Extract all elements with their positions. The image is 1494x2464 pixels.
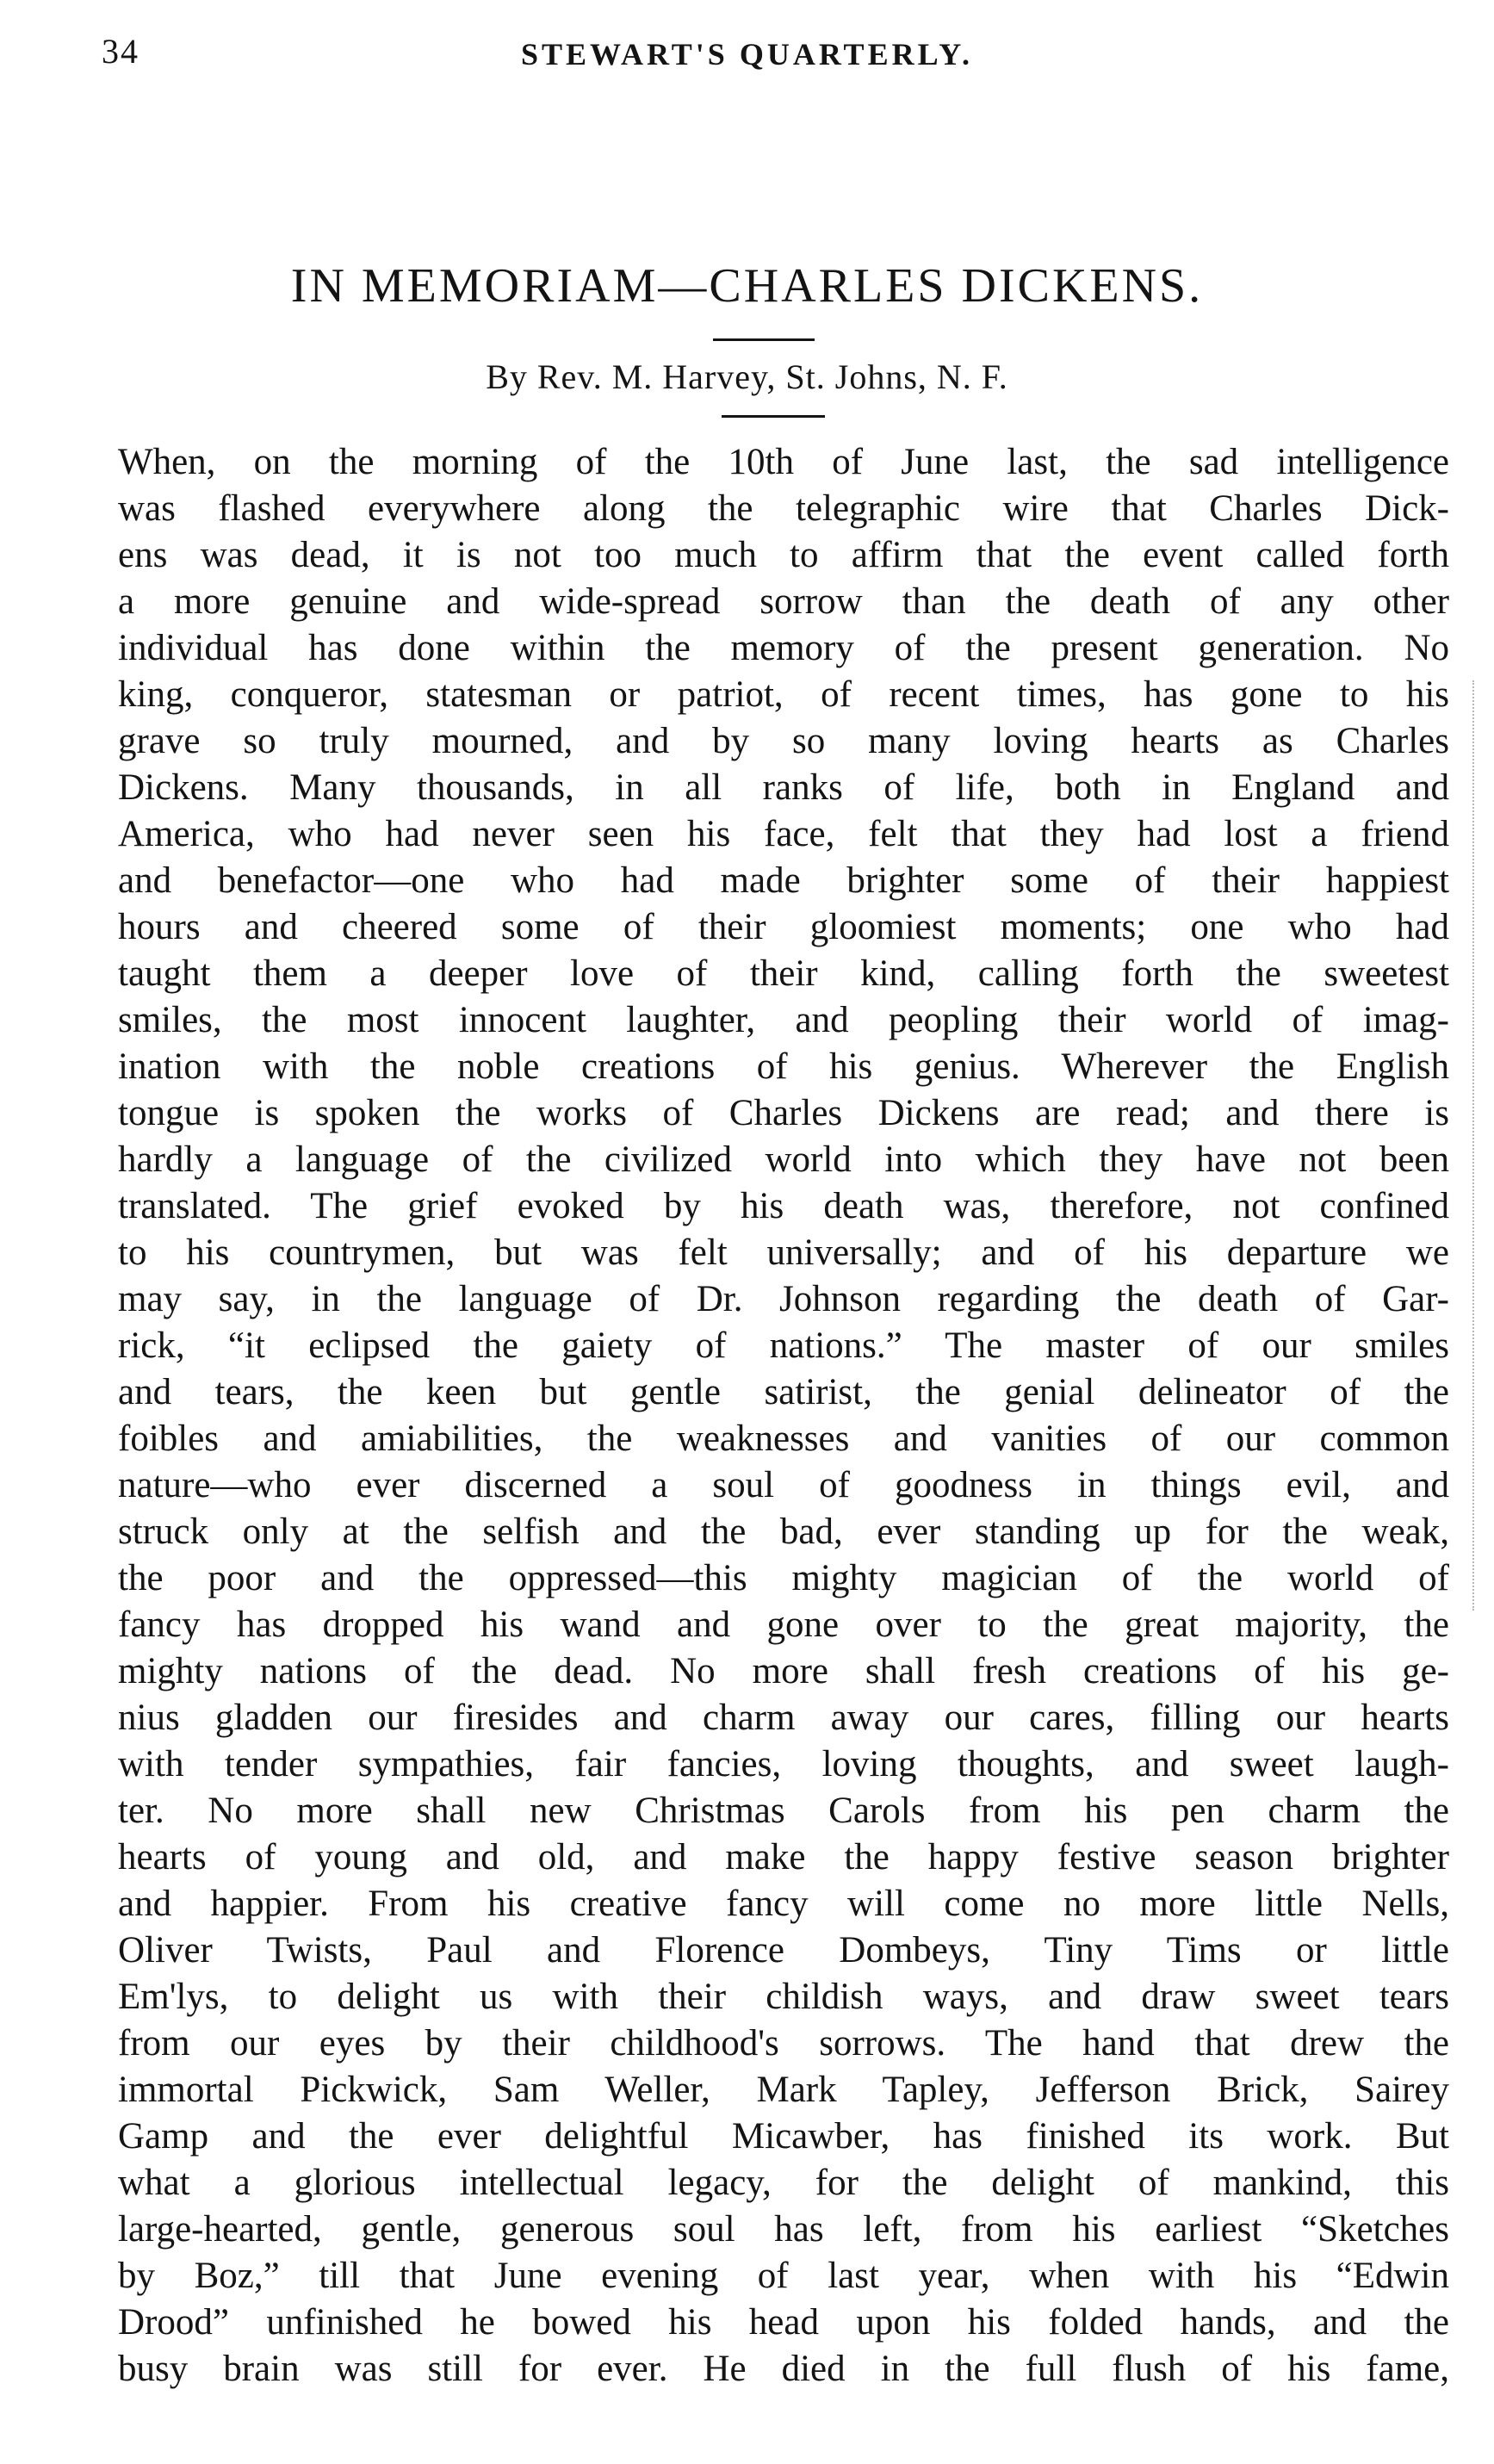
running-head: STEWART'S QUARTERLY. [521,37,973,71]
scan-edge-marks [1472,680,1478,1611]
body-line: what a glorious intellectual legacy, for the delight of mankind, this [118,2163,1449,2203]
body-line: hardly a language of the civilized world into which they have not been [118,1139,1449,1180]
body-line: ter. No more shall new Christmas Carols from his pen charm the [118,1791,1449,1831]
body-line: Em'lys, to delight us with their childish ways, and draw sweet tears [118,1977,1449,2017]
body-line: nius gladden our firesides and charm away our cares, filling our hearts [118,1697,1449,1738]
body-line: to his countrymen, but was felt universally; and of his departure we [118,1232,1449,1273]
body-line: rick, “it eclipsed the gaiety of nations.” The master of our smiles [118,1325,1449,1366]
body-line: may say, in the language of Dr. Johnson regarding the death of Gar- [118,1279,1449,1319]
body-line: a more genuine and wide-spread sorrow than the death of any other [118,581,1449,622]
body-line: was flashed everywhere along the telegraphic wire that Charles Dick- [118,488,1449,529]
body-line: busy brain was still for ever. He died in the full flush of his fame, [118,2349,1449,2389]
body-line: and tears, the keen but gentle satirist, the genial delineator of the [118,1372,1449,1412]
body-line: the poor and the oppressed—this mighty magician of the world of [118,1558,1449,1598]
body-line: by Boz,” till that June evening of last year, when with his “Edwin [118,2256,1449,2296]
body-line: grave so truly mourned, and by so many loving hearts as Charles [118,721,1449,761]
body-line: ination with the noble creations of his genius. Wherever the English [118,1046,1449,1087]
byline-rule [722,415,825,418]
body-line: hearts of young and old, and make the happy festive season brighter [118,1837,1449,1877]
body-line: nature—who ever discerned a soul of goodness in things evil, and [118,1465,1449,1505]
body-line: and happier. From his creative fancy will come no more little Nells, [118,1884,1449,1924]
byline: By Rev. M. Harvey, St. Johns, N. F. [486,357,1008,396]
article-title: IN MEMORIAM—CHARLES DICKENS. [290,259,1204,313]
body-line: Oliver Twists, Paul and Florence Dombeys, Tiny Tims or little [118,1930,1449,1971]
body-line: fancy has dropped his wand and gone over to the great majority, the [118,1604,1449,1645]
body-line: Gamp and the ever delightful Micawber, has finished its work. But [118,2116,1449,2157]
body-line: struck only at the selfish and the bad, ever standing up for the weak, [118,1511,1449,1552]
body-line: mighty nations of the dead. No more shall fresh creations of his ge- [118,1651,1449,1691]
body-line: and benefactor—one who had made brighter some of their happiest [118,860,1449,901]
body-line: with tender sympathies, fair fancies, loving thoughts, and sweet laugh- [118,1744,1449,1784]
body-line: America, who had never seen his face, felt that they had lost a friend [118,814,1449,854]
body-line: ens was dead, it is not too much to affirm that the event called forth [118,535,1449,575]
body-line: immortal Pickwick, Sam Weller, Mark Tapley, Jefferson Brick, Sairey [118,2070,1449,2110]
body-line: When, on the morning of the 10th of June last, the sad intelligence [118,442,1449,482]
article-body [118,439,1449,2393]
body-line: individual has done within the memory of the present generation. No [118,628,1449,668]
body-line: large-hearted, gentle, generous soul has left, from his earliest “Sketches [118,2209,1449,2250]
body-line: hours and cheered some of their gloomiest moments; one who had [118,907,1449,947]
body-line: translated. The grief evoked by his death was, therefore, not confined [118,1186,1449,1226]
body-line: from our eyes by their childhood's sorrows. The hand that drew the [118,2023,1449,2064]
body-line: tongue is spoken the works of Charles Dickens are read; and there is [118,1093,1449,1133]
body-line: smiles, the most innocent laughter, and peopling their world of imag- [118,1000,1449,1040]
body-line: Drood” unfinished he bowed his head upon his folded hands, and the [118,2302,1449,2343]
body-line: king, conqueror, statesman or patriot, of recent times, has gone to his [118,674,1449,715]
body-line: foibles and amiabilities, the weaknesses and vanities of our common [118,1418,1449,1459]
page-number: 34 [102,32,139,71]
body-line: Dickens. Many thousands, in all ranks of life, both in England and [118,767,1449,808]
title-rule [713,338,815,341]
body-line: taught them a deeper love of their kind, calling forth the sweetest [118,953,1449,994]
